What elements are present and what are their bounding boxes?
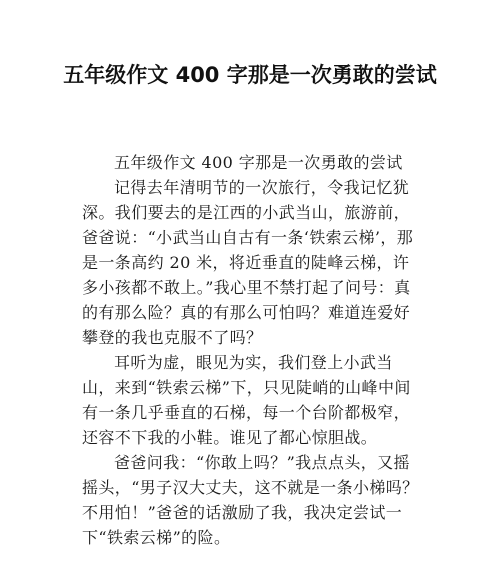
paragraph-2: 记得去年清明节的一次旅行，令我记忆犹深。我们要去的是江西的小武当山，旅游前，爸爸说：“小武当山自古有一条‘铁索云梯’，那是一条高约 20 米，将近垂直的陡峰云梯，许多小孩都不敢上。”我心里不禁打起了问号：真的有那么险？真的有那么可怕吗？难道连爱好攀登的我也克服不了吗？ bbox=[82, 178, 414, 347]
paragraph-4: 爸爸问我：“你敢上吗？”我点点头，又摇摇头，“男子汉大丈夫，这不就是一条小梯吗？不用怕！”爸爸的话激励了我，我决定尝试一下“铁索云梯”的险。 bbox=[82, 453, 419, 547]
paragraph-3: 耳听为虚，眼见为实，我们登上小武当山，来到“铁索云梯”下，只见陡峭的山峰中间有一条几乎垂直的石梯，每一个台阶都极窄，还容不下我的小鞋。谁见了都心惊胆战。 bbox=[82, 353, 411, 447]
paragraph-1: 五年级作文 400 字那是一次勇敢的尝试 bbox=[114, 153, 403, 172]
article-body bbox=[82, 150, 422, 550]
article-title: 五年级作文 400 字那是一次勇敢的尝试 bbox=[63, 63, 437, 87]
